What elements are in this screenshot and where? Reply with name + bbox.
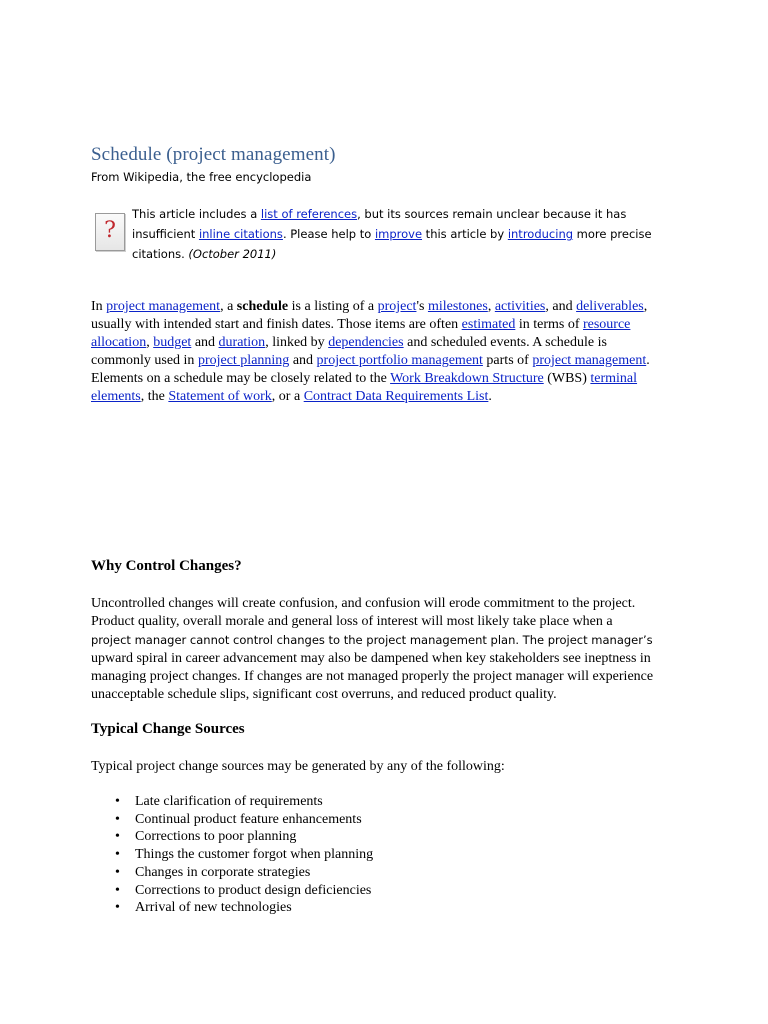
bold-schedule: schedule — [236, 299, 289, 314]
text: . Elements on a schedule may be closely related to the — [91, 353, 650, 386]
list-item — [91, 811, 373, 829]
link-deliverables[interactable]: deliverables — [576, 299, 644, 314]
text: and — [191, 335, 219, 350]
list-item-text: Late clarification of requirements — [135, 794, 323, 809]
text: parts of — [482, 353, 533, 368]
text: , linked by — [265, 335, 329, 350]
change-sources-list — [91, 793, 373, 917]
text: is a listing of a — [288, 299, 378, 314]
link-improve[interactable]: improve — [374, 227, 423, 241]
bullet: • — [115, 900, 120, 916]
text: upward spiral in career advancement may also be dampened when key stakeholders see ineptness in managing project changes. If changes are not managed properly the project manager will experience unacceptable schedule slips, significant cost overruns, and reduced product quality. — [91, 651, 654, 702]
notice-text: This article includes a — [132, 207, 261, 221]
notice-date: (October 2011) — [188, 247, 277, 261]
text: In — [91, 299, 107, 314]
text: . — [488, 389, 492, 404]
text: , and — [545, 299, 577, 314]
list-item — [91, 864, 373, 882]
text: in terms of — [515, 317, 583, 332]
text: and scheduled events. A schedule is commonly used in — [91, 335, 607, 368]
text: , a — [220, 299, 237, 314]
question-mark-glyph: ? — [104, 218, 116, 243]
notice-text: . Please help to — [282, 227, 375, 241]
bullet: • — [115, 864, 120, 880]
heading-why-control-changes: Why Control Changes? — [91, 558, 242, 574]
bullet: • — [115, 811, 120, 827]
text: , — [487, 299, 495, 314]
list-item-text: Things the customer forgot when planning — [135, 847, 374, 863]
link-resource-allocation[interactable]: resource allocation — [91, 317, 631, 350]
text: , — [146, 335, 154, 350]
article-subtitle: From Wikipedia, the free encyclopedia — [91, 170, 312, 184]
citation-notice — [132, 204, 652, 264]
link-project[interactable]: project — [377, 299, 417, 314]
list-item — [91, 846, 373, 864]
text: , usually with intended start and finish dates. Those items are often — [91, 299, 648, 332]
notice-text: this article by — [422, 227, 508, 241]
link-budget[interactable]: budget — [153, 335, 192, 350]
why-paragraph — [91, 595, 656, 704]
link-statement-of-work[interactable]: Statement of work — [168, 389, 272, 404]
link-project-portfolio-management[interactable]: project portfolio management — [316, 353, 483, 368]
link-list-of-references[interactable]: list of references — [260, 207, 358, 221]
link-project-management[interactable]: project management — [106, 299, 221, 314]
link-terminal-elements[interactable]: terminal elements — [91, 371, 638, 404]
link-dependencies[interactable]: dependencies — [328, 335, 404, 350]
question-mark-icon — [95, 213, 125, 251]
link-project-management-2[interactable]: project management — [532, 353, 647, 368]
list-item-text: Continual product feature enhancements — [135, 811, 362, 827]
notice-text: more precise citations. — [132, 227, 652, 261]
list-item-text: Corrections to poor planning — [135, 829, 297, 845]
link-estimated[interactable]: estimated — [461, 317, 516, 332]
text: Uncontrolled changes will create confusion, and confusion will erode commitment to the project. Product quality, overall morale and general loss of interest will most likely take place when a — [91, 596, 636, 629]
text: and — [289, 353, 317, 368]
text: , the — [140, 389, 169, 404]
list-item — [91, 882, 373, 900]
article-title: Schedule (project management) — [91, 144, 336, 165]
list-item-text: Arrival of new technologies — [135, 900, 292, 916]
link-milestones[interactable]: milestones — [427, 299, 488, 314]
link-activities[interactable]: activities — [494, 299, 546, 314]
text: 's — [416, 299, 428, 314]
list-item — [91, 793, 373, 811]
intro-paragraph — [91, 298, 656, 406]
bullet: • — [115, 794, 120, 809]
text: (WBS) — [543, 371, 591, 386]
link-inline-citations[interactable]: inline citations — [198, 227, 283, 241]
list-item-text: Corrections to product design deficiencies — [135, 882, 372, 898]
list-item — [91, 828, 373, 846]
link-introducing[interactable]: introducing — [507, 227, 574, 241]
link-duration[interactable]: duration — [218, 335, 266, 350]
list-item-text: Changes in corporate strategies — [135, 864, 311, 880]
bullet: • — [115, 882, 120, 898]
typical-intro: Typical project change sources may be generated by any of the following: — [91, 759, 505, 774]
bullet: • — [115, 829, 120, 845]
list-item — [91, 899, 373, 917]
text: , or a — [271, 389, 304, 404]
link-contract-data-requirements-list[interactable]: Contract Data Requirements List — [303, 389, 489, 404]
text: project manager cannot control changes to the project management plan. The project manager’s — [91, 633, 653, 647]
link-project-planning[interactable]: project planning — [197, 353, 290, 368]
bullet: • — [115, 847, 120, 863]
notice-text: , but its sources remain unclear because it has insufficient — [132, 207, 627, 241]
link-work-breakdown-structure[interactable]: Work Breakdown Structure — [390, 371, 544, 386]
heading-typical-change-sources: Typical Change Sources — [91, 721, 245, 737]
